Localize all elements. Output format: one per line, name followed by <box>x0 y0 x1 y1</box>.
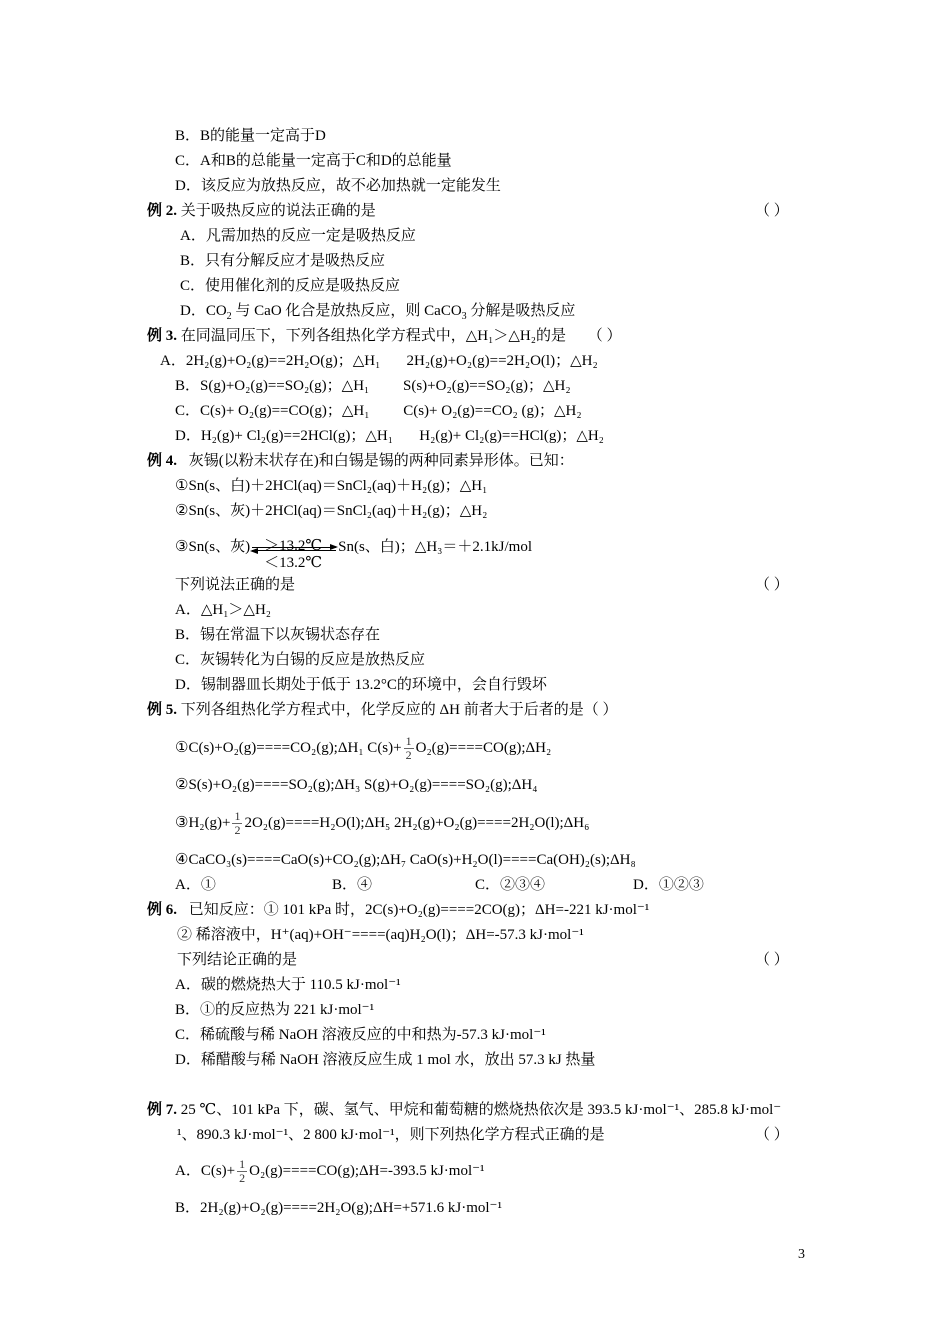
ex6-label: 例 6. <box>147 902 178 918</box>
ex1-option-d: D．该反应为放热反应，故不必加热就一定能发生 <box>175 178 501 194</box>
ex5-option-c: C．②③④ <box>475 877 546 893</box>
fraction-one-half: $\frac{1}{2}$ <box>239 1157 246 1185</box>
ex3-stem: 在同温同压下，下列各组热化学方程式中，△H₁＞△H₂的是 <box>180 328 566 344</box>
ex3-label: 例 3. <box>147 328 178 344</box>
ex5-label: 例 5. <box>147 702 178 718</box>
ex7-label: 例 7. <box>147 1102 178 1118</box>
page-number: 3 <box>798 1247 805 1262</box>
ex3-option-c: C．C(s)+ O₂(g)==CO(g)；△H₁ C(s)+ O₂(g)==CO₂ (g)；△H₂ <box>175 403 582 419</box>
ex1-option-c: C．A和B的总能量一定高于C和D的总能量 <box>175 153 452 169</box>
ex3-answer-paren: （ ） <box>587 328 622 344</box>
ex5-equation-2: ②S(s)+O₂(g)====SO₂(g);ΔH₃ S(g)+O₂(g)====SO₂(g);ΔH₄ <box>175 777 538 793</box>
ex2-option-a: A．凡需加热的反应一定是吸热反应 <box>180 228 416 244</box>
ex3-stem-line <box>147 326 621 346</box>
ex4-stem-line <box>147 451 574 471</box>
ex4-label: 例 4. <box>147 453 178 469</box>
ex4-option-d: D．锡制器皿长期处于低于 13.2°C的环境中，会自行毁坏 <box>175 677 547 693</box>
ex2-answer-paren: （ ） <box>755 203 789 219</box>
ex6-stem: 已知反应：① 101 kPa 时，2C(s)+O₂(g)====2CO(g)；ΔH=-221 kJ·mol⁻¹ <box>188 902 650 918</box>
ex4-option-c: C．灰锡转化为白锡的反应是放热反应 <box>175 652 426 668</box>
ex4-answer-paren: （ ） <box>755 577 789 593</box>
ex5-equation-1: ①C(s)+O₂(g)====CO₂(g);ΔH₁ C(s)+ $\frac{1}{2}$ O₂(g)====CO(g);ΔH₂ <box>175 734 552 762</box>
ex5-equation-3: ③H₂(g)+ $\frac{1}{2}$ 2O₂(g)====H₂O(l);ΔH₅ 2H₂(g)+O₂(g)====2H₂O(l);ΔH₆ <box>175 809 590 837</box>
ex4-equation-1: ①Sn(s、白)＋2HCl(aq)＝SnCl₂(aq)＋H₂(g)；△H₁ <box>175 478 488 494</box>
ex5-option-b: B．④ <box>332 877 373 893</box>
ex6-stem-2: ② 稀溶液中，H⁺(aq)+OH⁻====(aq)H₂O(l)；ΔH=-57.3 kJ·mol⁻¹ <box>177 927 584 943</box>
ex4-equation-3: ③Sn(s、灰) ＞13.2℃ ＜13.2℃ Sn(s、白)；△H₃＝＋2.1kJ/mol <box>175 530 532 564</box>
ex2-label: 例 2. <box>147 203 178 219</box>
ex5-stem-line <box>147 700 618 720</box>
ex7-option-b: B．2H₂(g)+O₂(g)====2H₂O(g);ΔH=+571.6 kJ·mol⁻¹ <box>175 1200 502 1216</box>
ex4-option-a: A．△H₁＞△H₂ <box>175 602 272 618</box>
ex6-option-b: B．①的反应热为 221 kJ·mol⁻¹ <box>175 1002 375 1018</box>
ex5-stem: 下列各组热化学方程式中，化学反应的 ΔH 前者大于后者的是（ ） <box>180 702 618 718</box>
ex6-option-d: D．稀醋酸与稀 NaOH 溶液反应生成 1 mol 水，放出 57.3 kJ 热量 <box>175 1052 596 1068</box>
ex7-stem: 25 ℃、101 kPa 下，碳、氢气、甲烷和葡萄糖的燃烧热依次是 393.5 kJ·mol⁻¹、285.8 kJ·mol⁻ <box>180 1102 782 1118</box>
ex4-equation-2: ②Sn(s、灰)＋2HCl(aq)＝SnCl₂(aq)＋H₂(g)；△H₂ <box>175 503 488 519</box>
ex1-option-b: B．B的能量一定高于D <box>175 128 326 144</box>
ex7-answer-paren: （ ） <box>755 1127 789 1143</box>
ex6-answer-paren: （ ） <box>755 952 789 968</box>
reversible-arrow-icon: ＞13.2℃ ＜13.2℃ <box>250 531 338 565</box>
ex7-stem-line <box>147 1100 781 1120</box>
ex6-stem-line <box>147 900 649 920</box>
ex2-option-b: B．只有分解反应才是吸热反应 <box>180 253 386 269</box>
ex3-option-b: B．S(g)+O₂(g)==SO₂(g)；△H₁ S(s)+O₂(g)==SO₂(g)；△H₂ <box>175 378 571 394</box>
ex4-stem: 灰锡(以粉末状存在)和白锡是锡的两种同素异形体。已知： <box>188 453 574 469</box>
ex6-option-a: A．碳的燃烧热大于 110.5 kJ·mol⁻¹ <box>175 977 401 993</box>
ex4-option-b: B．锡在常温下以灰锡状态存在 <box>175 627 381 643</box>
ex5-option-a: A．① <box>175 877 216 893</box>
ex4-question: 下列说法正确的是 <box>175 577 296 593</box>
ex2-stem: 关于吸热反应的说法正确的是 <box>180 203 376 219</box>
ex5-equation-4: ④CaCO₃(s)====CaO(s)+CO₂(g);ΔH₇ CaO(s)+H₂O(l)====Ca(OH)₂(s);ΔH₈ <box>175 852 636 868</box>
ex5-option-d: D．①②③ <box>633 877 704 893</box>
ex6-question: 下列结论正确的是 <box>177 952 298 968</box>
ex3-option-d: D．H₂(g)+ Cl₂(g)==2HCl(g)；△H₁ H₂(g)+ Cl₂(g)==HCl(g)；△H₂ <box>175 428 604 444</box>
fraction-one-half: $\frac{1}{2}$ <box>234 809 241 837</box>
ex3-option-a: A．2H₂(g)+O₂(g)==2H₂O(g)；△H₁ 2H₂(g)+O₂(g)==2H₂O(l)；△H₂ <box>160 353 598 369</box>
fraction-one-half: $\frac{1}{2}$ <box>405 734 412 762</box>
ex2-stem-line <box>147 201 376 221</box>
ex2-option-d: D．$CO_2$ 与 CaO 化合是放热反应，则 CaCO$_3$ 分解是吸热反应 <box>180 303 576 322</box>
ex7-stem-2: ¹、890.3 kJ·mol⁻¹、2 800 kJ·mol⁻¹，则下列热化学方程式正确的是 <box>177 1127 605 1143</box>
ex6-option-c: C．稀硫酸与稀 NaOH 溶液反应的中和热为-57.3 kJ·mol⁻¹ <box>175 1027 546 1043</box>
ex2-option-c: C．使用催化剂的反应是吸热反应 <box>180 278 401 294</box>
ex7-option-a: A．C(s)+ $\frac{1}{2}$ O₂(g)====CO(g);ΔH=-393.5 kJ·mol⁻¹ <box>175 1157 485 1185</box>
